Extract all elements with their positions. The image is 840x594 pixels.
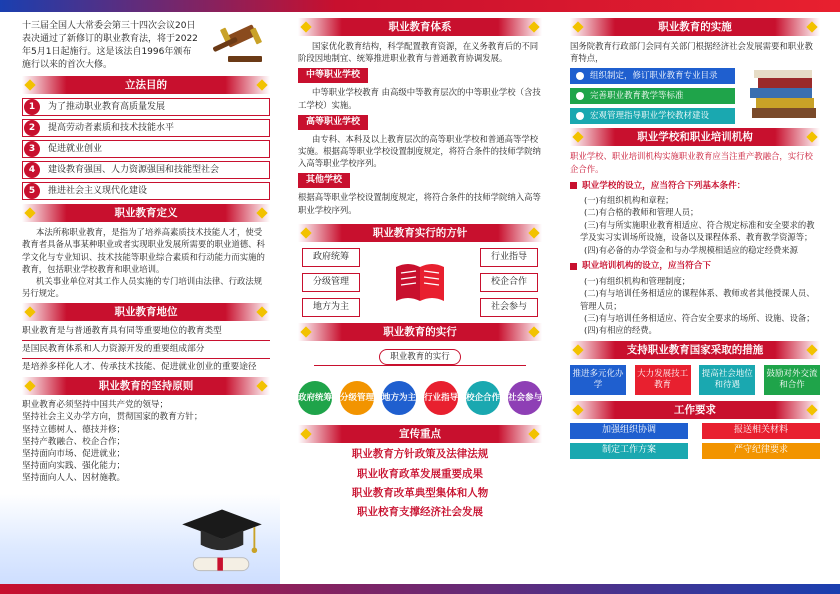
shishi-paragraph: 国务院教育行政部门会同有关部门根据经济社会发展需要和职业教育特点， bbox=[570, 41, 813, 64]
dingyi-paragraph-2: 机关事业单位对其工作人员实施的专门培训由法律、行政法规另行规定。 bbox=[22, 275, 263, 299]
top-border bbox=[0, 0, 840, 12]
requirement-box: 制定工作方案 bbox=[570, 443, 688, 459]
books-stack-icon bbox=[748, 64, 820, 122]
school-item: (一)有组织机构和章程； bbox=[584, 195, 674, 206]
xuanchuan-item: 职业校育支撑经济社会发展 bbox=[357, 505, 483, 518]
yuanze-line: 坚持面向实践、强化能力； bbox=[22, 461, 126, 472]
divider bbox=[22, 340, 270, 341]
school-head-label: 职业学校的设立，应当符合下列基本条件： bbox=[582, 180, 746, 191]
diwei-title: 职业教育地位 bbox=[22, 303, 270, 321]
bar-label: 完善职业教育教学等标准 bbox=[590, 91, 684, 102]
diwei-line: 是国民教育体系和人力资源开发的重要组成部分 bbox=[22, 343, 205, 354]
shishi-bar bbox=[570, 88, 735, 104]
shixing-circle: 行业指导 bbox=[424, 381, 458, 415]
shishi-title: 职业教育的实施 bbox=[570, 18, 820, 36]
list-item bbox=[22, 161, 270, 179]
list-item bbox=[22, 140, 270, 158]
item-number: 1 bbox=[24, 99, 40, 115]
yuanze-line: 坚持立德树人、德技并修； bbox=[22, 424, 126, 435]
train-item: (三)有与培训任务相适应、符合安全要求的场所、设施、设备； bbox=[584, 313, 815, 323]
school-item: (四)有必备的办学资金和与办学规模相适应的稳定经费来源 bbox=[584, 244, 798, 255]
yuanze-line: 坚持面向人人、因材施教。 bbox=[22, 473, 126, 484]
graduation-cap-icon bbox=[180, 504, 264, 578]
jigou-title: 职业学校和职业培训机构 bbox=[570, 128, 820, 146]
item-label: 建设教育强国、人力资源强国和技能型社会 bbox=[48, 164, 220, 175]
square-icon bbox=[570, 263, 577, 270]
qita-paragraph: 根据高等职业学校设置制度规定，将符合条件的技师学院纳入高等职业学校序列。 bbox=[298, 192, 541, 215]
yuanze-list bbox=[22, 399, 270, 484]
shixing-circle: 政府统筹 bbox=[298, 381, 332, 415]
shixing-circle: 地方为主 bbox=[382, 381, 416, 415]
school-item: (二)有合格的教师和管理人员； bbox=[584, 207, 699, 218]
train-head bbox=[570, 260, 820, 272]
zhongdeng-tag: 中等职业学校 bbox=[298, 68, 368, 83]
dingyi-paragraph-1: 本法所称职业教育，是指为了培养高素质技术技能人才，使受教育者具备从事某种职业或者实现职业发展所需要的职业道德、科学文化与专业知识、技术技能等职业综合素质和行动能力而实施的教育，包括职业学校教育和职业培训。 bbox=[22, 227, 265, 274]
fangzhen-tag: 分级管理 bbox=[302, 273, 360, 292]
square-icon bbox=[570, 182, 577, 189]
panel-left bbox=[22, 14, 270, 582]
shixing-circle: 分级管理 bbox=[340, 381, 374, 415]
diwei-line: 是培养多样化人才、传承技术技能、促进就业创业的重要途径 bbox=[22, 361, 257, 372]
train-head-label: 职业培训机构的设立，应当符合下 bbox=[582, 261, 711, 272]
train-item: (四)有相应的经费。 bbox=[584, 325, 657, 336]
connector-line bbox=[314, 365, 526, 375]
fangzhen-tag: 校企合作 bbox=[480, 273, 538, 292]
gavel-icon bbox=[206, 22, 266, 64]
xuanchuan-item: 职业教育方针政策及法律法规 bbox=[351, 448, 489, 461]
shixing-head: 职业教育的实行 bbox=[379, 349, 461, 365]
measure-box: 推进多元化办学 bbox=[570, 365, 626, 395]
zhongdeng-paragraph: 中等职业学校教育 由高级中等教育层次的中等职业学校（含技工学校）实施。 bbox=[298, 87, 541, 110]
xuanchuan-item: 职业收育政革发展重要成果 bbox=[357, 467, 483, 480]
xuanchuan-item: 职业教育改革典型集体和人物 bbox=[351, 486, 489, 499]
list-item bbox=[22, 182, 270, 200]
lifa-list bbox=[22, 98, 270, 200]
dingyi-title: 职业教育定义 bbox=[22, 204, 270, 222]
school-item: (三)有与所实施职业教育相适应、符合规定标准和安全要求的教学及实习实训场所设施，设备以及课程体系、教育教学资源等； bbox=[580, 219, 815, 243]
yuanze-line: 坚持产教融合、校企合作； bbox=[22, 436, 126, 447]
panel-right bbox=[570, 14, 820, 582]
yuanze-line: 坚持面向市场、促进就业； bbox=[22, 448, 126, 459]
intro-text: 十三届全国人大常委会第三十四次会议20日表决通过了新修订的职业教育法，将于2022年5月1日起施行。这是该法自1996年颁布施行以来的首次大修。 bbox=[22, 21, 198, 71]
lifa-title: 立法目的 bbox=[22, 76, 270, 94]
measure-box: 鼓励对外交流和合作 bbox=[764, 365, 820, 395]
shixing-title: 职业教育的实行 bbox=[298, 323, 542, 341]
shixing-head-wrap bbox=[298, 345, 542, 365]
train-item: (一)有组织机构和管理制度； bbox=[584, 275, 691, 286]
yaoqiu-grid bbox=[570, 423, 820, 459]
yuanze-line: 坚持社会主义办学方向，贯彻国家的教育方针； bbox=[22, 412, 203, 423]
yuanze-title: 职业教育的坚持原则 bbox=[22, 377, 270, 395]
gaodeng-paragraph: 由专科、本科及以上教育层次的高等职业学校和普通高等学校实施。根据高等职业学校设置制度规定，将符合条件的技师学院纳入高等职业学校序列。 bbox=[298, 133, 541, 169]
shixing-circle: 社会参与 bbox=[508, 381, 542, 415]
item-number: 4 bbox=[24, 162, 40, 178]
panel-middle bbox=[298, 14, 542, 582]
xuanchuan-title: 宣传重点 bbox=[298, 425, 542, 443]
gaodeng-tag: 高等职业学校 bbox=[298, 115, 368, 130]
yuanze-line: 职业教育必须坚持中国共产党的领导； bbox=[22, 400, 169, 411]
fangzhen-title: 职业教育实行的方针 bbox=[298, 224, 542, 242]
bullet-icon bbox=[576, 72, 584, 80]
cuoshi-row bbox=[570, 365, 820, 395]
intro bbox=[22, 20, 270, 72]
item-number: 3 bbox=[24, 141, 40, 157]
bar-label: 组织制定，修订职业教育专业目录 bbox=[590, 71, 718, 82]
fangzhen-right bbox=[480, 248, 538, 317]
bottom-border bbox=[0, 584, 840, 594]
list-item bbox=[22, 119, 270, 137]
bullet-icon bbox=[576, 92, 584, 100]
requirement-box: 加强组织协调 bbox=[570, 423, 688, 439]
bullet-icon bbox=[576, 112, 584, 120]
fangzhen-tag: 政府统筹 bbox=[302, 248, 360, 267]
cuoshi-title: 支持职业教育国家采取的措施 bbox=[570, 341, 820, 359]
school-head bbox=[570, 180, 820, 192]
shishi-bars bbox=[570, 68, 820, 124]
tixi-title: 职业教育体系 bbox=[298, 18, 542, 36]
shixing-circles bbox=[298, 381, 542, 415]
measure-box: 提高社会地位和待遇 bbox=[699, 365, 755, 395]
fangzhen-grid bbox=[302, 248, 538, 317]
measure-box: 大力发展技工教育 bbox=[635, 365, 691, 395]
item-label: 提高劳动者素质和技术技能水平 bbox=[48, 122, 175, 133]
list-item bbox=[22, 98, 270, 116]
requirement-box: 严守纪律要求 bbox=[702, 443, 820, 459]
fangzhen-left bbox=[302, 248, 360, 317]
fangzhen-tag: 行业指导 bbox=[480, 248, 538, 267]
item-label: 促进就业创业 bbox=[48, 143, 103, 154]
shixing-circle: 校企合作 bbox=[466, 381, 500, 415]
jigou-note: 职业学校、职业培训机构实施职业教育应当注重产教融合，实行校企合作。 bbox=[570, 151, 813, 174]
tixi-paragraph: 国家优化教育结构，科学配置教育资源，在义务教育后的不同阶段因地制宜、统筹推进职业教育与普通教育协调发展。 bbox=[298, 41, 539, 64]
item-label: 为了推动职业教育高质量发展 bbox=[48, 101, 166, 112]
open-book-icon bbox=[392, 257, 448, 307]
item-label: 推进社会主义现代化建设 bbox=[48, 185, 148, 196]
shishi-bar bbox=[570, 108, 735, 124]
diwei-line: 职业教育是与普通教育具有同等重要地位的教育类型 bbox=[22, 326, 222, 337]
shishi-bar bbox=[570, 68, 735, 84]
item-number: 5 bbox=[24, 183, 40, 199]
fangzhen-tag: 地方为主 bbox=[302, 298, 360, 317]
divider bbox=[22, 358, 270, 359]
yaoqiu-title: 工作要求 bbox=[570, 401, 820, 419]
item-number: 2 bbox=[24, 120, 40, 136]
fangzhen-tag: 社会参与 bbox=[480, 298, 538, 317]
bar-label: 宏观管理指导职业学校教材建设 bbox=[590, 111, 710, 122]
train-item: (二)有与培训任务相适应的课程体系、教师或者其他授课人员、管理人员； bbox=[580, 288, 815, 311]
qita-tag: 其他学校 bbox=[298, 173, 350, 188]
requirement-box: 报送相关材料 bbox=[702, 423, 820, 439]
